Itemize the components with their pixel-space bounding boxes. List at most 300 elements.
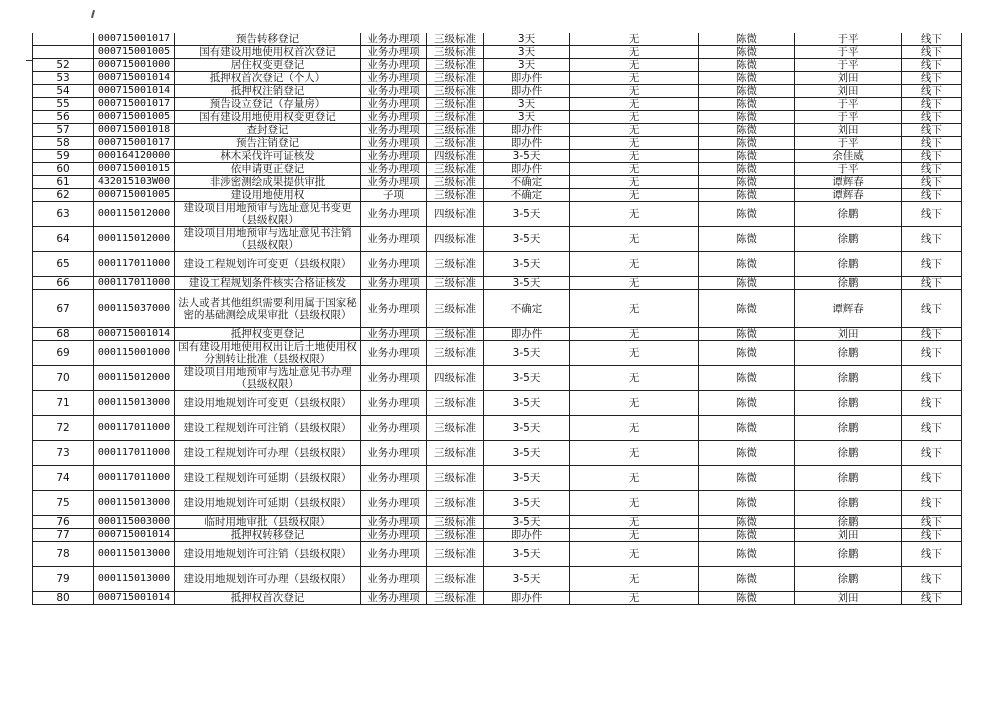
item-name-cell: 建设工程规划许可办理（县级权限） [175,441,361,466]
item-code-cell: 000115013000 [94,542,175,567]
handler-cell: 于平 [795,163,902,176]
standard-level-cell: 四级标准 [427,150,484,163]
fee-cell: 无 [570,491,699,516]
fee-cell: 无 [570,328,699,341]
row-number-cell: 70 [33,366,94,391]
responsible-person-cell: 陈微 [699,227,795,252]
table-row [33,341,962,366]
item-type-cell: 业务办理项 [361,516,427,529]
responsible-person-cell: 陈微 [699,567,795,592]
service-mode-cell: 线下 [902,366,962,391]
processing-time-cell: 即办件 [484,529,570,542]
table-row [33,176,962,189]
item-name-cell: 建设工程规划条件核实合格证核发 [175,277,361,290]
fee-cell: 无 [570,150,699,163]
responsible-person-cell: 陈微 [699,72,795,85]
item-code-cell: 000715001014 [94,529,175,542]
processing-time-cell: 3-5天 [484,516,570,529]
handler-cell: 徐鹏 [795,466,902,491]
item-name-cell: 查封登记 [175,124,361,137]
item-type-cell: 业务办理项 [361,567,427,592]
item-code-cell: 000715001014 [94,328,175,341]
item-name-cell: 建设用地规划许可注销（县级权限） [175,542,361,567]
item-type-cell: 业务办理项 [361,150,427,163]
item-code-cell: 000715001015 [94,163,175,176]
handler-cell: 于平 [795,111,902,124]
handler-cell: 徐鹏 [795,366,902,391]
item-name-cell: 建设用地规划许可延期（县级权限） [175,491,361,516]
service-mode-cell: 线下 [902,124,962,137]
row-number-cell: 77 [33,529,94,542]
service-items-table [32,33,962,605]
item-name-cell: 抵押权首次登记（个人） [175,72,361,85]
responsible-person-cell: 陈微 [699,98,795,111]
service-mode-cell: 线下 [902,516,962,529]
processing-time-cell: 即办件 [484,72,570,85]
standard-level-cell: 三级标准 [427,592,484,605]
item-name-cell: 建设工程规划许可延期（县级权限） [175,466,361,491]
row-number-cell: 79 [33,567,94,592]
fee-cell: 无 [570,529,699,542]
service-mode-cell: 线下 [902,163,962,176]
service-mode-cell: 线下 [902,189,962,202]
service-mode-cell: 线下 [902,46,962,59]
table-row [33,227,962,252]
table-row [33,441,962,466]
service-mode-cell: 线下 [902,466,962,491]
standard-level-cell: 三级标准 [427,33,484,46]
standard-level-cell: 三级标准 [427,111,484,124]
responsible-person-cell: 陈微 [699,176,795,189]
table-row [33,516,962,529]
table-row [33,529,962,542]
fee-cell: 无 [570,189,699,202]
item-name-cell: 依申请更正登记 [175,163,361,176]
item-type-cell: 业务办理项 [361,46,427,59]
row-number-cell: 62 [33,189,94,202]
item-name-cell: 建设项目用地预审与选址意见书办理（县级权限） [175,366,361,391]
service-mode-cell: 线下 [902,441,962,466]
responsible-person-cell: 陈微 [699,124,795,137]
fee-cell: 无 [570,72,699,85]
item-name-cell: 临时用地审批（县级权限） [175,516,361,529]
item-code-cell: 000117011000 [94,441,175,466]
responsible-person-cell: 陈微 [699,466,795,491]
responsible-person-cell: 陈微 [699,290,795,328]
row-number-cell: 75 [33,491,94,516]
table-row [33,72,962,85]
processing-time-cell: 3-5天 [484,391,570,416]
fee-cell: 无 [570,567,699,592]
fee-cell: 无 [570,441,699,466]
standard-level-cell: 三级标准 [427,189,484,202]
fee-cell: 无 [570,124,699,137]
processing-time-cell: 3-5天 [484,227,570,252]
fee-cell: 无 [570,416,699,441]
item-code-cell: 000715001014 [94,85,175,98]
item-name-cell: 非涉密测绘成果提供审批 [175,176,361,189]
item-type-cell: 业务办理项 [361,542,427,567]
responsible-person-cell: 陈微 [699,189,795,202]
table-row [33,567,962,592]
service-mode-cell: 线下 [902,176,962,189]
handler-cell: 谭辉春 [795,176,902,189]
item-name-cell: 建设项目用地预审与选址意见书注销（县级权限） [175,227,361,252]
fee-cell: 无 [570,137,699,150]
item-name-cell: 建设工程规划许可变更（县级权限） [175,252,361,277]
handler-cell: 余佳威 [795,150,902,163]
scan-mark [91,10,95,18]
table-row [33,46,962,59]
item-code-cell: 000715001005 [94,46,175,59]
standard-level-cell: 三级标准 [427,441,484,466]
item-type-cell: 业务办理项 [361,176,427,189]
responsible-person-cell: 陈微 [699,328,795,341]
fee-cell: 无 [570,33,699,46]
fee-cell: 无 [570,176,699,189]
table-row [33,252,962,277]
handler-cell: 徐鹏 [795,542,902,567]
table-row [33,466,962,491]
processing-time-cell: 3-5天 [484,202,570,227]
processing-time-cell: 3天 [484,111,570,124]
item-type-cell: 业务办理项 [361,416,427,441]
item-type-cell: 业务办理项 [361,98,427,111]
item-type-cell: 业务办理项 [361,328,427,341]
row-number-cell: 67 [33,290,94,328]
row-number-cell: 74 [33,466,94,491]
item-name-cell: 预告注销登记 [175,137,361,150]
responsible-person-cell: 陈微 [699,59,795,72]
responsible-person-cell: 陈微 [699,341,795,366]
row-number-cell: 54 [33,85,94,98]
handler-cell: 徐鹏 [795,391,902,416]
standard-level-cell: 三级标准 [427,341,484,366]
item-code-cell: 000115013000 [94,491,175,516]
processing-time-cell: 3-5天 [484,252,570,277]
item-code-cell: 000117011000 [94,416,175,441]
row-number-cell: 80 [33,592,94,605]
handler-cell: 徐鹏 [795,567,902,592]
item-code-cell: 000117011000 [94,252,175,277]
item-code-cell: 000715001017 [94,137,175,150]
responsible-person-cell: 陈微 [699,529,795,542]
processing-time-cell: 不确定 [484,176,570,189]
handler-cell: 徐鹏 [795,491,902,516]
fee-cell: 无 [570,46,699,59]
row-number-cell: 60 [33,163,94,176]
standard-level-cell: 四级标准 [427,227,484,252]
item-code-cell: 432015103W00 [94,176,175,189]
handler-cell: 于平 [795,137,902,150]
handler-cell: 徐鹏 [795,202,902,227]
table-row [33,124,962,137]
row-number-cell: 65 [33,252,94,277]
standard-level-cell: 三级标准 [427,59,484,72]
service-mode-cell: 线下 [902,98,962,111]
processing-time-cell: 不确定 [484,189,570,202]
standard-level-cell: 三级标准 [427,46,484,59]
table-row [33,542,962,567]
row-number-cell: 63 [33,202,94,227]
item-type-cell: 子项 [361,189,427,202]
item-name-cell: 国有建设用地使用权变更登记 [175,111,361,124]
fee-cell: 无 [570,466,699,491]
handler-cell: 徐鹏 [795,416,902,441]
item-name-cell: 建设用地规划许可变更（县级权限） [175,391,361,416]
responsible-person-cell: 陈微 [699,277,795,290]
table-row [33,328,962,341]
service-mode-cell: 线下 [902,416,962,441]
handler-cell: 于平 [795,98,902,111]
standard-level-cell: 三级标准 [427,252,484,277]
processing-time-cell: 即办件 [484,137,570,150]
responsible-person-cell: 陈微 [699,137,795,150]
table-row [33,366,962,391]
service-mode-cell: 线下 [902,137,962,150]
item-name-cell: 抵押权转移登记 [175,529,361,542]
table-row [33,150,962,163]
service-mode-cell: 线下 [902,592,962,605]
item-name-cell: 林木采伐许可证核发 [175,150,361,163]
standard-level-cell: 四级标准 [427,366,484,391]
processing-time-cell: 3-5天 [484,542,570,567]
fee-cell: 无 [570,59,699,72]
handler-cell: 刘田 [795,124,902,137]
standard-level-cell: 三级标准 [427,416,484,441]
table-row [33,85,962,98]
table-row [33,189,962,202]
item-type-cell: 业务办理项 [361,163,427,176]
item-type-cell: 业务办理项 [361,137,427,150]
handler-cell: 谭辉春 [795,290,902,328]
row-number-cell: 56 [33,111,94,124]
item-code-cell: 000715001005 [94,189,175,202]
standard-level-cell: 三级标准 [427,277,484,290]
row-number-cell: 68 [33,328,94,341]
item-type-cell: 业务办理项 [361,290,427,328]
fee-cell: 无 [570,366,699,391]
fee-cell: 无 [570,277,699,290]
item-type-cell: 业务办理项 [361,592,427,605]
responsible-person-cell: 陈微 [699,592,795,605]
table-row [33,391,962,416]
item-name-cell: 抵押权注销登记 [175,85,361,98]
service-mode-cell: 线下 [902,227,962,252]
item-name-cell: 建设用地规划许可办理（县级权限） [175,567,361,592]
processing-time-cell: 3-5天 [484,466,570,491]
standard-level-cell: 三级标准 [427,529,484,542]
item-type-cell: 业务办理项 [361,341,427,366]
item-code-cell: 000715001018 [94,124,175,137]
responsible-person-cell: 陈微 [699,391,795,416]
item-type-cell: 业务办理项 [361,85,427,98]
item-code-cell: 000115013000 [94,391,175,416]
standard-level-cell: 三级标准 [427,290,484,328]
fee-cell: 无 [570,252,699,277]
row-number-cell [33,33,94,46]
processing-time-cell: 即办件 [484,85,570,98]
item-name-cell: 预告转移登记 [175,33,361,46]
service-mode-cell: 线下 [902,85,962,98]
item-code-cell: 000115013000 [94,567,175,592]
fee-cell: 无 [570,202,699,227]
processing-time-cell: 3天 [484,33,570,46]
item-type-cell: 业务办理项 [361,111,427,124]
fee-cell: 无 [570,516,699,529]
responsible-person-cell: 陈微 [699,491,795,516]
processing-time-cell: 3-5天 [484,341,570,366]
item-type-cell: 业务办理项 [361,441,427,466]
processing-time-cell: 3-5天 [484,416,570,441]
responsible-person-cell: 陈微 [699,33,795,46]
service-mode-cell: 线下 [902,150,962,163]
standard-level-cell: 三级标准 [427,542,484,567]
table-row [33,290,962,328]
fee-cell: 无 [570,341,699,366]
row-number-cell: 52 [33,59,94,72]
item-name-cell: 法人或者其他组织需要利用属于国家秘密的基础测绘成果审批（县级权限） [175,290,361,328]
item-code-cell: 000715001000 [94,59,175,72]
fee-cell: 无 [570,391,699,416]
item-type-cell: 业务办理项 [361,252,427,277]
responsible-person-cell: 陈微 [699,150,795,163]
item-type-cell: 业务办理项 [361,59,427,72]
service-mode-cell: 线下 [902,33,962,46]
row-number-cell: 66 [33,277,94,290]
item-name-cell: 建设项目用地预审与选址意见书变更（县级权限） [175,202,361,227]
processing-time-cell: 3-5天 [484,441,570,466]
handler-cell: 徐鹏 [795,441,902,466]
service-mode-cell: 线下 [902,567,962,592]
standard-level-cell: 四级标准 [427,202,484,227]
processing-time-cell: 3-5天 [484,567,570,592]
fee-cell: 无 [570,85,699,98]
standard-level-cell: 三级标准 [427,176,484,189]
handler-cell: 刘田 [795,72,902,85]
row-number-cell: 69 [33,341,94,366]
item-type-cell: 业务办理项 [361,391,427,416]
item-code-cell: 000115037000 [94,290,175,328]
responsible-person-cell: 陈微 [699,441,795,466]
item-type-cell: 业务办理项 [361,202,427,227]
item-type-cell: 业务办理项 [361,491,427,516]
service-mode-cell: 线下 [902,72,962,85]
responsible-person-cell: 陈微 [699,416,795,441]
standard-level-cell: 三级标准 [427,85,484,98]
item-type-cell: 业务办理项 [361,466,427,491]
row-number-cell: 53 [33,72,94,85]
responsible-person-cell: 陈微 [699,111,795,124]
handler-cell: 刘田 [795,592,902,605]
item-type-cell: 业务办理项 [361,33,427,46]
table-row [33,592,962,605]
item-code-cell: 000115012000 [94,227,175,252]
fee-cell: 无 [570,111,699,124]
fee-cell: 无 [570,290,699,328]
handler-cell: 刘田 [795,529,902,542]
handler-cell: 徐鹏 [795,227,902,252]
row-number-cell: 58 [33,137,94,150]
table-row [33,59,962,72]
item-type-cell: 业务办理项 [361,227,427,252]
service-mode-cell: 线下 [902,111,962,124]
standard-level-cell: 三级标准 [427,72,484,85]
service-mode-cell: 线下 [902,202,962,227]
table-row [33,416,962,441]
row-number-cell: 73 [33,441,94,466]
item-name-cell: 建设工程规划许可注销（县级权限） [175,416,361,441]
handler-cell: 徐鹏 [795,516,902,529]
item-name-cell: 抵押权变更登记 [175,328,361,341]
processing-time-cell: 3天 [484,46,570,59]
responsible-person-cell: 陈微 [699,202,795,227]
fee-cell: 无 [570,542,699,567]
responsible-person-cell: 陈微 [699,46,795,59]
row-number-cell: 78 [33,542,94,567]
table-row [33,111,962,124]
processing-time-cell: 即办件 [484,163,570,176]
processing-time-cell: 即办件 [484,592,570,605]
row-number-cell: 72 [33,416,94,441]
item-name-cell: 居住权变更登记 [175,59,361,72]
service-mode-cell: 线下 [902,341,962,366]
item-code-cell: 000117011000 [94,277,175,290]
service-mode-cell: 线下 [902,542,962,567]
item-code-cell: 000715001017 [94,33,175,46]
item-code-cell: 000115012000 [94,366,175,391]
item-type-cell: 业务办理项 [361,277,427,290]
table-row [33,33,962,46]
processing-time-cell: 3-5天 [484,150,570,163]
handler-cell: 于平 [795,46,902,59]
row-number-cell: 59 [33,150,94,163]
row-number-cell: 76 [33,516,94,529]
responsible-person-cell: 陈微 [699,542,795,567]
service-mode-cell: 线下 [902,277,962,290]
item-code-cell: 000117011000 [94,466,175,491]
responsible-person-cell: 陈微 [699,516,795,529]
item-name-cell: 国有建设用地使用权出让后土地使用权分割转让批准（县级权限） [175,341,361,366]
processing-time-cell: 3天 [484,59,570,72]
service-mode-cell: 线下 [902,491,962,516]
item-code-cell: 000164120000 [94,150,175,163]
item-code-cell: 000715001014 [94,592,175,605]
item-code-cell: 000715001005 [94,111,175,124]
standard-level-cell: 三级标准 [427,98,484,111]
table-row [33,137,962,150]
table-body [33,33,962,605]
service-mode-cell: 线下 [902,529,962,542]
item-code-cell: 000715001017 [94,98,175,111]
table-row [33,163,962,176]
row-number-cell: 71 [33,391,94,416]
item-type-cell: 业务办理项 [361,366,427,391]
processing-time-cell: 3-5天 [484,277,570,290]
service-mode-cell: 线下 [902,59,962,72]
item-code-cell: 000115003000 [94,516,175,529]
handler-cell: 于平 [795,33,902,46]
standard-level-cell: 三级标准 [427,491,484,516]
service-mode-cell: 线下 [902,290,962,328]
table-row [33,277,962,290]
standard-level-cell: 三级标准 [427,328,484,341]
service-mode-cell: 线下 [902,328,962,341]
processing-time-cell: 不确定 [484,290,570,328]
responsible-person-cell: 陈微 [699,85,795,98]
handler-cell: 徐鹏 [795,252,902,277]
row-number-cell [33,46,94,59]
